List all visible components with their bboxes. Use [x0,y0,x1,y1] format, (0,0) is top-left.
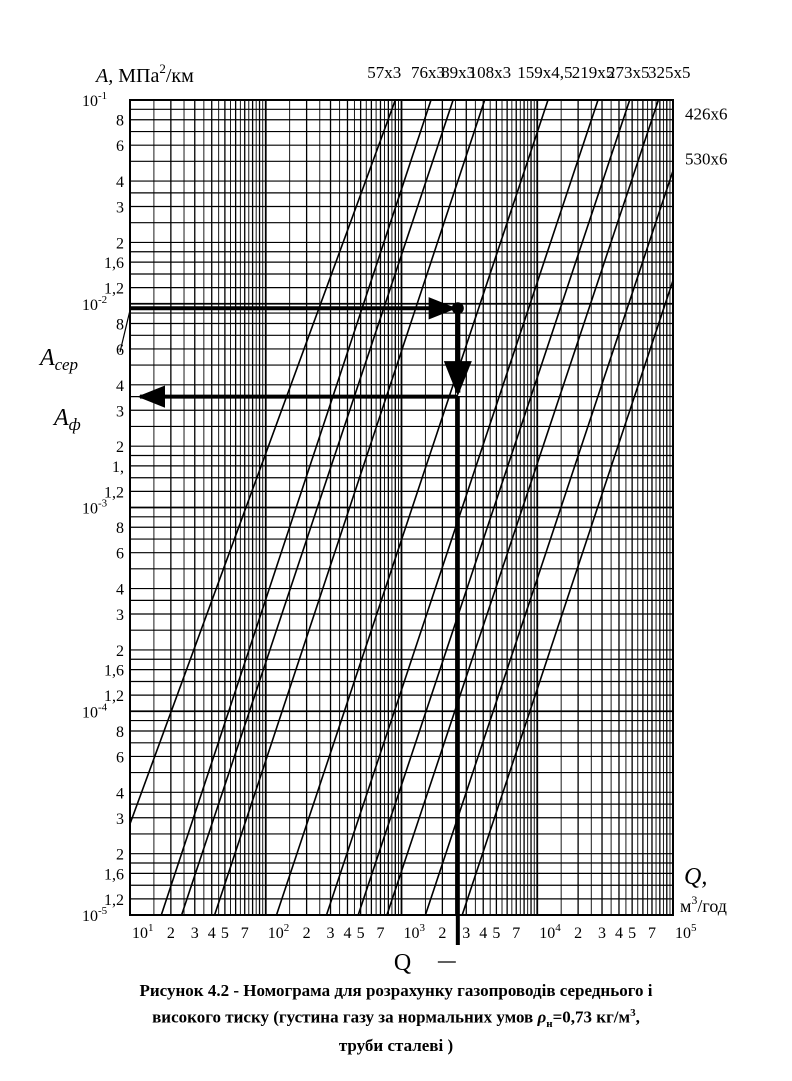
series-label: 89x3 [441,63,476,82]
a-f-label: $A_ф$ [54,405,81,434]
y-tick-label: 1,6 [104,662,124,680]
x-tick-label: $10^4$ [539,922,561,942]
caption-exp: 3 [630,1007,636,1019]
series-line [425,171,673,915]
y-tick-label: 3 [116,810,124,828]
x-tick-label: 3 [326,925,335,942]
y-tick-label: 4 [116,174,124,192]
x-tick-label: 7 [512,925,521,942]
chart-grid [130,100,673,915]
x-tick-label: 5 [492,925,501,942]
y-tick-label: 1,2 [104,280,124,298]
x-tick-label: 5 [356,925,365,942]
y-tick-label: 3 [116,403,124,421]
x-tick-label: 2 [438,925,447,942]
y-axis-title: A, МПа$^2$/км [96,61,194,87]
y-tick-label: 4 [116,377,124,395]
y-tick-label: 8 [116,520,124,538]
x-tick-label: $10^1$ [132,922,154,942]
x-tick-label: 4 [343,925,352,942]
x-tick-label: 3 [598,925,607,942]
y-tick-label: 2 [116,642,124,660]
y-tick-label: 6 [116,341,124,359]
x-axis-title: Q, [684,864,708,890]
y-tick-label: 4 [116,581,124,599]
y-tick-label: 1,2 [104,688,124,706]
x-tick-label: 2 [302,925,311,942]
x-tick-label: 4 [614,925,623,942]
y-tick-label: 8 [116,316,124,334]
y-tick-label: 6 [116,545,124,563]
x-tick-label: 4 [479,925,488,942]
series-label: 76x3 [411,63,446,82]
y-tick-label: 2 [116,439,124,457]
caption-line-3: труби сталеві ) [338,1036,454,1056]
caption-line-2c: , [635,1007,640,1027]
caption-line-2b: =0,73 кг/м [552,1007,631,1027]
y-tick-label: 6 [116,749,124,767]
x-tick-label: $10^5$ [675,922,697,942]
caption-line-1: Рисунок 4.2 - Номограма для розрахунку газопроводів середнього і [139,981,653,1000]
x-tick-label: 5 [628,925,637,942]
q-label: Q [393,950,412,976]
y-tick-label: 6 [116,138,124,156]
x-tick-label: 2 [166,925,175,942]
y-tick-label: 1,6 [104,866,124,884]
y-tick-label: $10^{-4}$ [82,701,108,722]
y-tick-label: 3 [116,607,124,625]
series-label: 219x5 [571,63,615,82]
y-tick-label: 8 [116,112,124,130]
y-tick-label: 4 [116,785,124,803]
series-label: 325x5 [648,63,691,82]
series-label: 530x6 [685,149,728,169]
series-label: 273x5 [606,63,650,82]
y-tick-label: $10^{-3}$ [82,497,108,518]
x-tick-label: $10^3$ [403,922,425,942]
y-tick-label: 1, [112,458,124,476]
y-tick-label: 8 [116,723,124,741]
y-tick-label: 2 [116,846,124,864]
caption-line-2 [40,1002,752,1035]
caption-rho: ρ [537,1007,547,1027]
series-line [462,281,673,916]
x-tick-label: 7 [240,925,249,942]
y-tick-label: $10^{-2}$ [82,293,108,314]
x-tick-label: 3 [190,925,199,942]
x-tick-label: 7 [647,925,656,942]
x-tick-label: 5 [220,925,229,942]
series-label: 426x6 [685,104,728,124]
chart-labels [38,61,728,976]
y-tick-label: $10^{-1}$ [82,90,108,110]
a-ser-label: $A_{сер}$ [40,345,79,374]
x-axis-unit: $м^3$/год [680,893,727,916]
series-label: 159x4,5 [517,63,573,82]
figure-caption [40,980,752,1057]
caption-line-2a: високого тиску (густина газу за нормальних умов [152,1007,538,1027]
y-tick-label: 3 [116,199,124,217]
x-tick-label: 2 [574,925,583,942]
x-tick-label: 4 [207,925,216,942]
x-tick-label: 7 [376,925,385,942]
y-tick-label: 1,2 [104,484,124,502]
caption-rho-sub: н [546,1018,553,1031]
y-tick-label: $10^{-5}$ [82,905,108,925]
y-tick-label: 2 [116,235,124,253]
x-tick-label: $10^2$ [267,922,290,942]
y-tick-label: 1,2 [104,891,124,909]
series-label: 57x3 [367,63,402,82]
y-tick-label: 1,6 [104,255,124,273]
series-label: 108x3 [468,63,512,82]
x-tick-label: 3 [462,925,471,942]
